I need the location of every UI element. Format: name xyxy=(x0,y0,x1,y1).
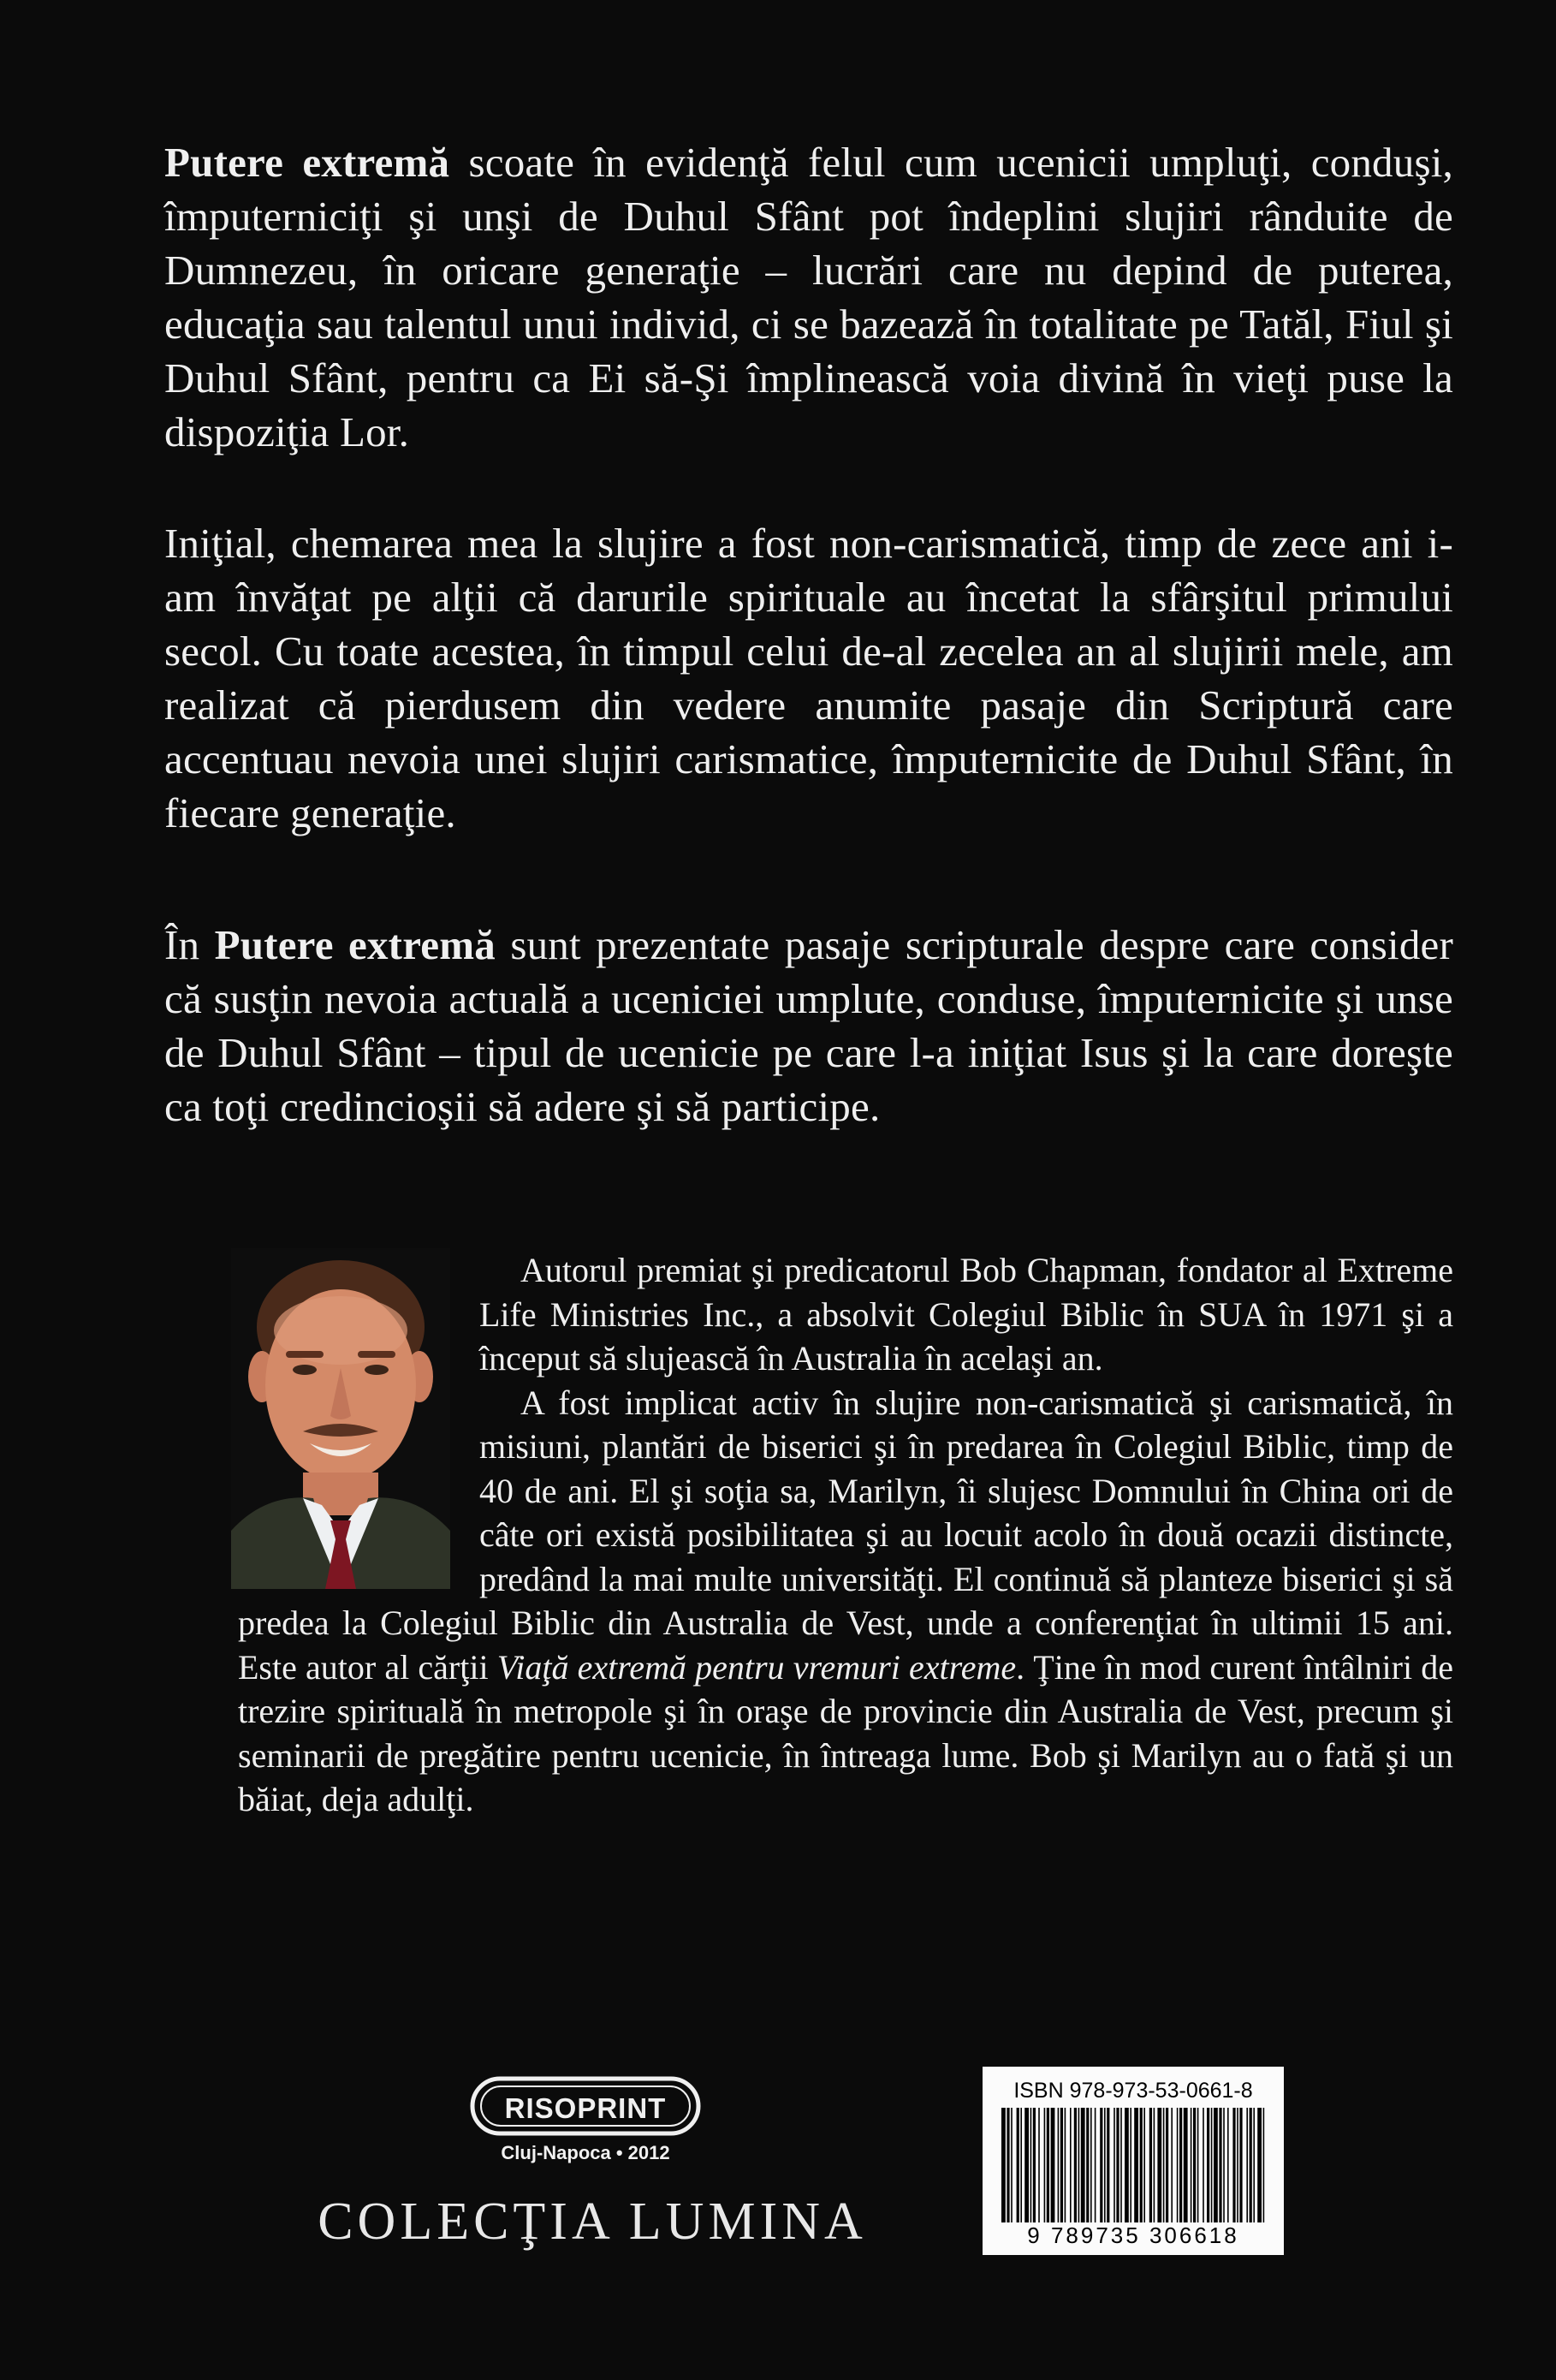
intro-paragraph-3-start: În xyxy=(164,921,215,968)
barcode-bar xyxy=(1214,2108,1218,2222)
barcode-bar xyxy=(1044,2108,1046,2222)
barcode-bar xyxy=(1030,2108,1032,2222)
barcode-bar xyxy=(1058,2108,1060,2222)
collection-title: COLECŢIA LUMINA xyxy=(318,2193,867,2251)
book-title-inline: Putere extremă xyxy=(164,139,450,186)
author-bio-paragraph-2-start: A fost implicat activ în slujire non-carismatică şi carismatică, în misiuni, plantări de biserici şi în predarea în Colegiul Biblic, timp de 40 de ani. El şi soţia sa, Marilyn, îi slujesc Domnului în China ori de câte ori există posibilitatea şi au locuit acolo în două ocazii distincte, predând la mai multe universităţi. El continuă să planteze biserici şi să predea la Colegiul Biblic din Australia de Vest, unde a conferenţiat în ultimii 15 ani. Este autor al cărţii xyxy=(238,1383,1453,1687)
barcode-bar xyxy=(1257,2108,1262,2222)
barcode-bar xyxy=(1197,2108,1199,2222)
barcode-bar xyxy=(1107,2108,1109,2222)
barcode-bar xyxy=(1051,2108,1055,2222)
barcode-bar xyxy=(1130,2108,1131,2222)
publisher-city-year: Cluj-Napoca • 2012 xyxy=(501,2142,670,2163)
barcode-bar xyxy=(1179,2108,1182,2222)
barcode-bar xyxy=(1227,2108,1229,2222)
barcode-bar xyxy=(1017,2108,1019,2222)
barcode-bar xyxy=(1020,2108,1022,2222)
barcode-bar xyxy=(1263,2108,1265,2222)
barcode-bar xyxy=(1219,2108,1221,2222)
barcode-bar xyxy=(1116,2108,1119,2222)
barcode-bar xyxy=(1171,2108,1173,2222)
intro-paragraph-1-text: scoate în evidenţă felul cum ucenicii umpluţi, conduşi, împuterniciţi şi unşi de Duhul Sfânt pot îndeplini slujiri rânduite de Dumnezeu, în oricare generaţie – lucrări care nu depind de puterea, educaţia sau talentul unui individ, ci se bazează în totalitate pe Tatăl, Fiul şi Duhul Sfânt, pentru ca Ei să-Şi împlinească voia divină în vieţi puse la dispoziţia Lor. xyxy=(164,139,1453,455)
barcode-bar xyxy=(1104,2108,1106,2222)
barcode-bar xyxy=(1038,2108,1040,2222)
barcode-bar xyxy=(1253,2108,1255,2222)
barcode-bar xyxy=(1237,2108,1238,2222)
book-title-italic: Viaţă extremă pentru vremuri extreme xyxy=(496,1647,1017,1687)
barcode-bar xyxy=(1081,2108,1085,2222)
intro-paragraph-3 xyxy=(164,918,1453,1133)
isbn-number: ISBN 978-973-53-0661-8 xyxy=(1013,2079,1253,2103)
author-biography xyxy=(238,1248,1453,1822)
barcode-bar xyxy=(1246,2108,1248,2222)
barcode-bar xyxy=(1074,2108,1077,2222)
barcode-bar xyxy=(1239,2108,1242,2222)
photo-space xyxy=(238,1248,479,1598)
intro-paragraph-2-text: Iniţial, chemarea mea la slujire a fost non-carismatică, timp de zece ani i-am învăţat pe alţii că darurile spirituale au încetat la sfârşitul primului secol. Cu toate acestea, în timpul celui de-al zecelea an al slujirii mele, am realizat că pierdusem din vedere anumite pasaje din Scriptură care accentuau nevoia unei slujiri carismatice, împuternicite de Duhul Sfânt, în fiecare generaţie. xyxy=(164,520,1453,836)
barcode-bar xyxy=(1090,2108,1092,2222)
barcode-bar xyxy=(1007,2108,1009,2222)
barcode-bar xyxy=(1203,2108,1204,2222)
barcode-bar xyxy=(1207,2108,1209,2222)
barcode-bar xyxy=(1114,2108,1115,2222)
barcode-bar xyxy=(1163,2108,1165,2222)
barcode-bar xyxy=(1095,2108,1096,2222)
barcode-bar xyxy=(1086,2108,1089,2222)
barcode-bar xyxy=(1120,2108,1122,2222)
barcode-bar xyxy=(1024,2108,1029,2222)
barcode-bar xyxy=(1125,2108,1129,2222)
barcode-bar xyxy=(1223,2108,1225,2222)
barcode-bar xyxy=(1193,2108,1196,2222)
barcode-bar xyxy=(1250,2108,1252,2222)
barcode-bar xyxy=(1070,2108,1072,2222)
barcode-bar xyxy=(1177,2108,1179,2222)
author-bio-paragraph-2-end: . Ţine în mod curent întâlniri de trezire spirituală în metropole şi în oraşe de provincie din Australia de Vest, precum şi seminarii de pregătire pentru ucenicie, în întreaga lume. Bob şi Marilyn au o fată şi un băiat, deja adulţi. xyxy=(238,1647,1453,1818)
barcode-bar xyxy=(1232,2108,1235,2222)
barcode-bar xyxy=(1191,2108,1192,2222)
barcode-bar xyxy=(1149,2108,1152,2222)
barcode-digits: 9 789735 306618 xyxy=(1027,2222,1239,2248)
svg-text:RISOPRINT: RISOPRINT xyxy=(504,2092,667,2124)
barcode-bar xyxy=(1060,2108,1063,2222)
barcode-bar xyxy=(1184,2108,1188,2222)
publisher-logo xyxy=(469,2075,702,2142)
isbn-barcode xyxy=(983,2067,1284,2255)
barcode-bar xyxy=(1134,2108,1138,2222)
barcode-bar xyxy=(1143,2108,1145,2222)
barcode-bar xyxy=(1140,2108,1143,2222)
intro-paragraph-2 xyxy=(164,516,1453,840)
barcode-bar xyxy=(1211,2108,1213,2222)
intro-paragraph-1 xyxy=(164,135,1453,459)
barcode-bars xyxy=(1001,2108,1265,2222)
barcode-bar xyxy=(1078,2108,1080,2222)
barcode-bar xyxy=(1065,2108,1066,2222)
intro-paragraph-3-text: sunt prezentate pasaje scripturale despre care consider că susţin nevoia actuală a uceniciei umplute, conduse, împuternicite şi unse de Duhul Sfânt – tipul de ucenicie pe care l-a iniţiat Isus şi la care doreşte ca toţi credincioşii să adere şi să participe. xyxy=(164,921,1453,1130)
barcode-bar xyxy=(1047,2108,1049,2222)
barcode-bar xyxy=(1001,2108,1006,2222)
barcode-bar xyxy=(1011,2108,1013,2222)
barcode-bar xyxy=(1154,2108,1155,2222)
book-title-inline: Putere extremă xyxy=(214,921,496,968)
barcode-bar xyxy=(1033,2108,1036,2222)
author-bio-paragraph-1: Autorul premiat şi predicatorul Bob Chapman, fondator al Extreme Life Ministries Inc., a absolvit Colegiul Biblic în SUA în 1971 şi a început să slujească în Australia în acelaşi an. xyxy=(479,1251,1453,1377)
barcode-bar xyxy=(1157,2108,1161,2222)
barcode-bar xyxy=(1166,2108,1168,2222)
barcode-bar xyxy=(1100,2108,1102,2222)
